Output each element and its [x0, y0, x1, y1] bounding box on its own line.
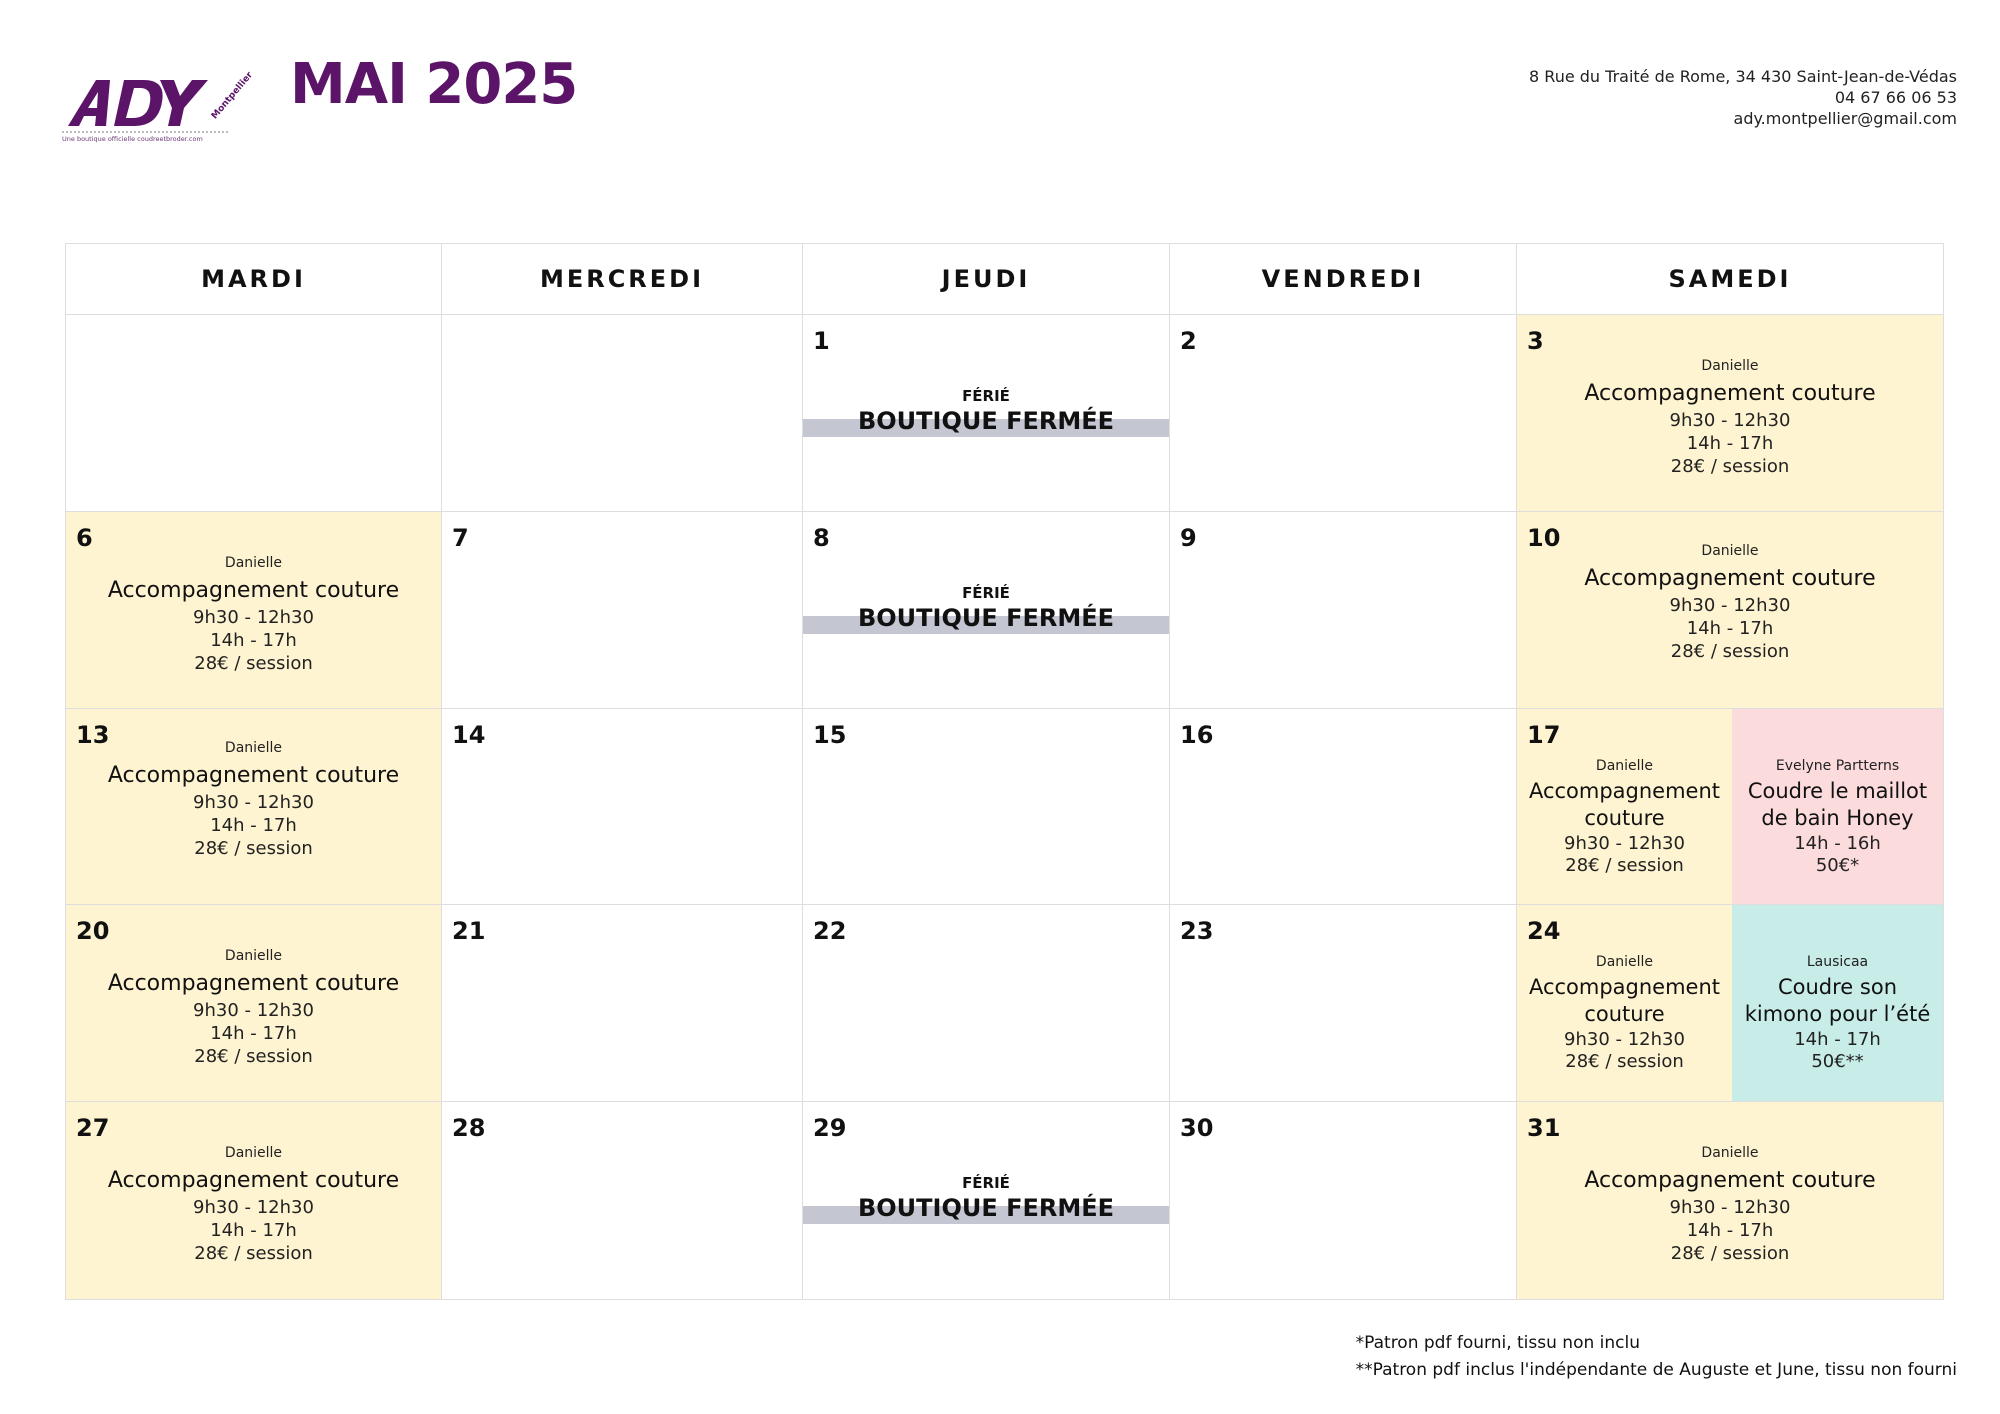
event-time-morning: 9h30 - 12h30: [1669, 594, 1791, 616]
day-cell-6: [66, 512, 442, 709]
event-teacher: Danielle: [1701, 358, 1759, 374]
day-cell-9: [1170, 512, 1517, 709]
event-price: 28€ / session: [1565, 854, 1684, 876]
workshop-event: [1517, 1142, 1943, 1265]
event-teacher: Danielle: [224, 948, 283, 965]
day-cell-22: [803, 905, 1170, 1102]
brand-logo: [62, 70, 256, 144]
day-number: 10: [1527, 523, 1561, 552]
workshop-event: [66, 1142, 441, 1265]
event-teacher: Danielle: [1595, 954, 1654, 971]
day-cell-15: [803, 709, 1170, 906]
event-time-morning: 9h30 - 12h30: [1669, 1197, 1791, 1219]
day-number: 2: [1180, 327, 1197, 355]
closed-text: BOUTIQUE FERMÉE: [857, 407, 1115, 435]
footnote-1: *Patron pdf fourni, tissu non inclu: [1355, 1333, 1640, 1353]
event-time-afternoon: 14h - 17h: [210, 629, 297, 651]
event-time-afternoon: 14h - 17h: [1686, 1220, 1774, 1242]
event-title-line1: Accompagnement: [1528, 975, 1721, 1000]
event-time-morning: 9h30 - 12h30: [193, 1197, 314, 1219]
contact-address: 8 Rue du Traité de Rome, 34 430 Saint-Jean-de-Védas: [1529, 67, 1957, 86]
page-title: MAI 2025: [290, 52, 578, 117]
day-number: 27: [76, 1114, 110, 1143]
event-title-line2: couture: [1584, 1002, 1665, 1027]
event-time-afternoon: 14h - 17h: [1686, 617, 1774, 639]
day-number: 6: [76, 523, 93, 552]
event-time-afternoon: 14h - 17h: [210, 1220, 297, 1242]
closed-text: BOUTIQUE FERMÉE: [857, 603, 1115, 632]
day-number: 8: [813, 523, 830, 552]
event-price: 28€ / session: [194, 1243, 313, 1265]
footnote-2: **Patron pdf inclus l'indépendante de Auguste et June, tissu non fourni: [1355, 1360, 1957, 1380]
day-number: 28: [452, 1114, 486, 1143]
closed-notice: [803, 1174, 1169, 1223]
event-teacher: Danielle: [224, 554, 283, 571]
day-cell-3: [1517, 315, 1943, 512]
event-title-line1: Coudre son: [1777, 975, 1898, 1000]
day-cell-8: [803, 512, 1170, 709]
event-time-afternoon: 14h - 17h: [210, 814, 297, 836]
logo-mark: [68, 80, 208, 126]
event-title: Accompagnement couture: [1584, 565, 1876, 591]
day-cell-30: [1170, 1102, 1517, 1299]
day-cell-28: [442, 1102, 803, 1299]
footnotes: [1356, 1330, 1957, 1384]
weekday-header-mardi: MARDI: [66, 244, 442, 315]
event-title: Accompagnement couture: [1584, 381, 1876, 406]
day-cell-16: [1170, 709, 1517, 906]
event-price: 28€ / session: [1670, 640, 1790, 662]
holiday-label: FÉRIÉ: [962, 1174, 1010, 1193]
day-number: 21: [452, 917, 486, 946]
event-price: 28€ / session: [194, 1046, 313, 1068]
day-number: 24: [1527, 917, 1561, 946]
day-number: 31: [1527, 1114, 1561, 1143]
day-number: 7: [452, 523, 469, 552]
event-time: 9h30 - 12h30: [1564, 1029, 1685, 1051]
event-title-line1: Accompagnement: [1528, 778, 1721, 803]
day-number: 15: [813, 720, 847, 749]
workshop-event: [66, 552, 441, 675]
day-cell-23: [1170, 905, 1517, 1102]
holiday-label: FÉRIÉ: [962, 387, 1010, 405]
logo-subtitle: Montpellier: [209, 70, 256, 122]
day-cell-2: [1170, 315, 1517, 512]
weekday-header-jeudi: JEUDI: [803, 244, 1170, 315]
day-cell-20: [66, 905, 442, 1102]
event-title-line2: couture: [1584, 805, 1665, 830]
closed-notice: [803, 584, 1169, 630]
weekday-header-mercredi: MERCREDI: [442, 244, 803, 315]
event-teacher: Danielle: [224, 739, 283, 756]
day-cell-17: [1517, 709, 1943, 906]
event-price: 28€ / session: [1670, 456, 1790, 477]
event-time-afternoon: 14h - 17h: [210, 1023, 297, 1045]
event-time-morning: 9h30 - 12h30: [1669, 410, 1791, 431]
day-number: 22: [813, 917, 847, 946]
day-number: 20: [76, 917, 110, 946]
day-cell-empty: [442, 315, 803, 512]
workshop-event-morning: [1517, 905, 1732, 1101]
event-teacher: Lausicaa: [1806, 954, 1869, 971]
workshop-event: [1732, 755, 1943, 877]
workshop-event: [1517, 755, 1732, 877]
day-number: 16: [1180, 720, 1214, 749]
closed-text: BOUTIQUE FERMÉE: [857, 1194, 1115, 1223]
workshop-event: [1517, 540, 1943, 663]
day-cell-7: [442, 512, 803, 709]
event-teacher: Evelyne Partterns: [1775, 757, 1900, 774]
day-number: 30: [1180, 1114, 1214, 1143]
event-title: Accompagnement couture: [107, 762, 400, 788]
event-time: 14h - 16h: [1794, 832, 1881, 854]
workshop-event: [66, 737, 441, 860]
holiday-label: FÉRIÉ: [962, 583, 1010, 602]
event-title: Accompagnement couture: [107, 971, 400, 997]
contact-phone: 04 67 66 06 53: [1834, 88, 1957, 107]
day-cell-empty: [66, 315, 442, 512]
event-price: 28€ / session: [194, 837, 313, 859]
day-number: 29: [813, 1114, 847, 1143]
event-price: 50€*: [1815, 854, 1860, 876]
event-time: 9h30 - 12h30: [1564, 832, 1685, 854]
workshop-event-morning: [1517, 709, 1732, 905]
guest-workshop-event: [1732, 709, 1943, 905]
workshop-event: [1517, 355, 1943, 478]
workshop-event: [1732, 951, 1943, 1073]
day-number: 14: [452, 720, 486, 749]
event-time-morning: 9h30 - 12h30: [193, 1000, 314, 1022]
event-price: 28€ / session: [1670, 1243, 1790, 1265]
day-cell-21: [442, 905, 803, 1102]
calendar-grid: [65, 243, 1944, 1300]
day-number: 1: [813, 327, 830, 355]
event-teacher: Danielle: [1701, 542, 1759, 559]
day-cell-10: [1517, 512, 1943, 709]
event-teacher: Danielle: [1701, 1145, 1759, 1162]
weekday-header-vendredi: VENDREDI: [1170, 244, 1517, 315]
day-cell-29: [803, 1102, 1170, 1299]
day-number: 17: [1527, 720, 1561, 749]
event-price: 28€ / session: [194, 652, 313, 674]
event-time-morning: 9h30 - 12h30: [193, 791, 314, 813]
workshop-event: [66, 945, 441, 1068]
event-teacher: Danielle: [1595, 757, 1654, 774]
contact-email: ady.montpellier@gmail.com: [1733, 109, 1957, 128]
event-price: 50€**: [1811, 1051, 1864, 1073]
event-title-line1: Coudre le maillot: [1747, 778, 1928, 803]
contact-block: [1529, 66, 1957, 129]
day-number: 9: [1180, 523, 1197, 552]
weekday-header-samedi: SAMEDI: [1517, 244, 1943, 315]
event-title: Accompagnement couture: [1584, 1168, 1876, 1194]
event-teacher: Danielle: [224, 1145, 283, 1162]
day-cell-27: [66, 1102, 442, 1299]
event-price: 28€ / session: [1565, 1051, 1684, 1073]
event-time-afternoon: 14h - 17h: [1686, 433, 1774, 454]
day-number: 23: [1180, 917, 1214, 946]
closed-notice: [803, 387, 1169, 433]
day-cell-31: [1517, 1102, 1943, 1299]
workshop-event: [1517, 951, 1732, 1073]
day-number: 3: [1527, 327, 1544, 355]
event-title-line2: kimono pour l’été: [1744, 1002, 1931, 1027]
day-cell-13: [66, 709, 442, 906]
day-cell-24: [1517, 905, 1943, 1102]
day-cell-14: [442, 709, 803, 906]
guest-workshop-event: [1732, 905, 1943, 1101]
day-cell-1: [803, 315, 1170, 512]
event-title: Accompagnement couture: [107, 1168, 400, 1194]
event-time: 14h - 17h: [1794, 1029, 1881, 1051]
event-title-line2: de bain Honey: [1761, 805, 1914, 830]
event-time-morning: 9h30 - 12h30: [193, 606, 314, 628]
day-number: 13: [76, 720, 110, 749]
logo-tagline: Une boutique officielle coudreetbroder.com: [62, 135, 203, 143]
event-title: Accompagnement couture: [107, 577, 400, 603]
